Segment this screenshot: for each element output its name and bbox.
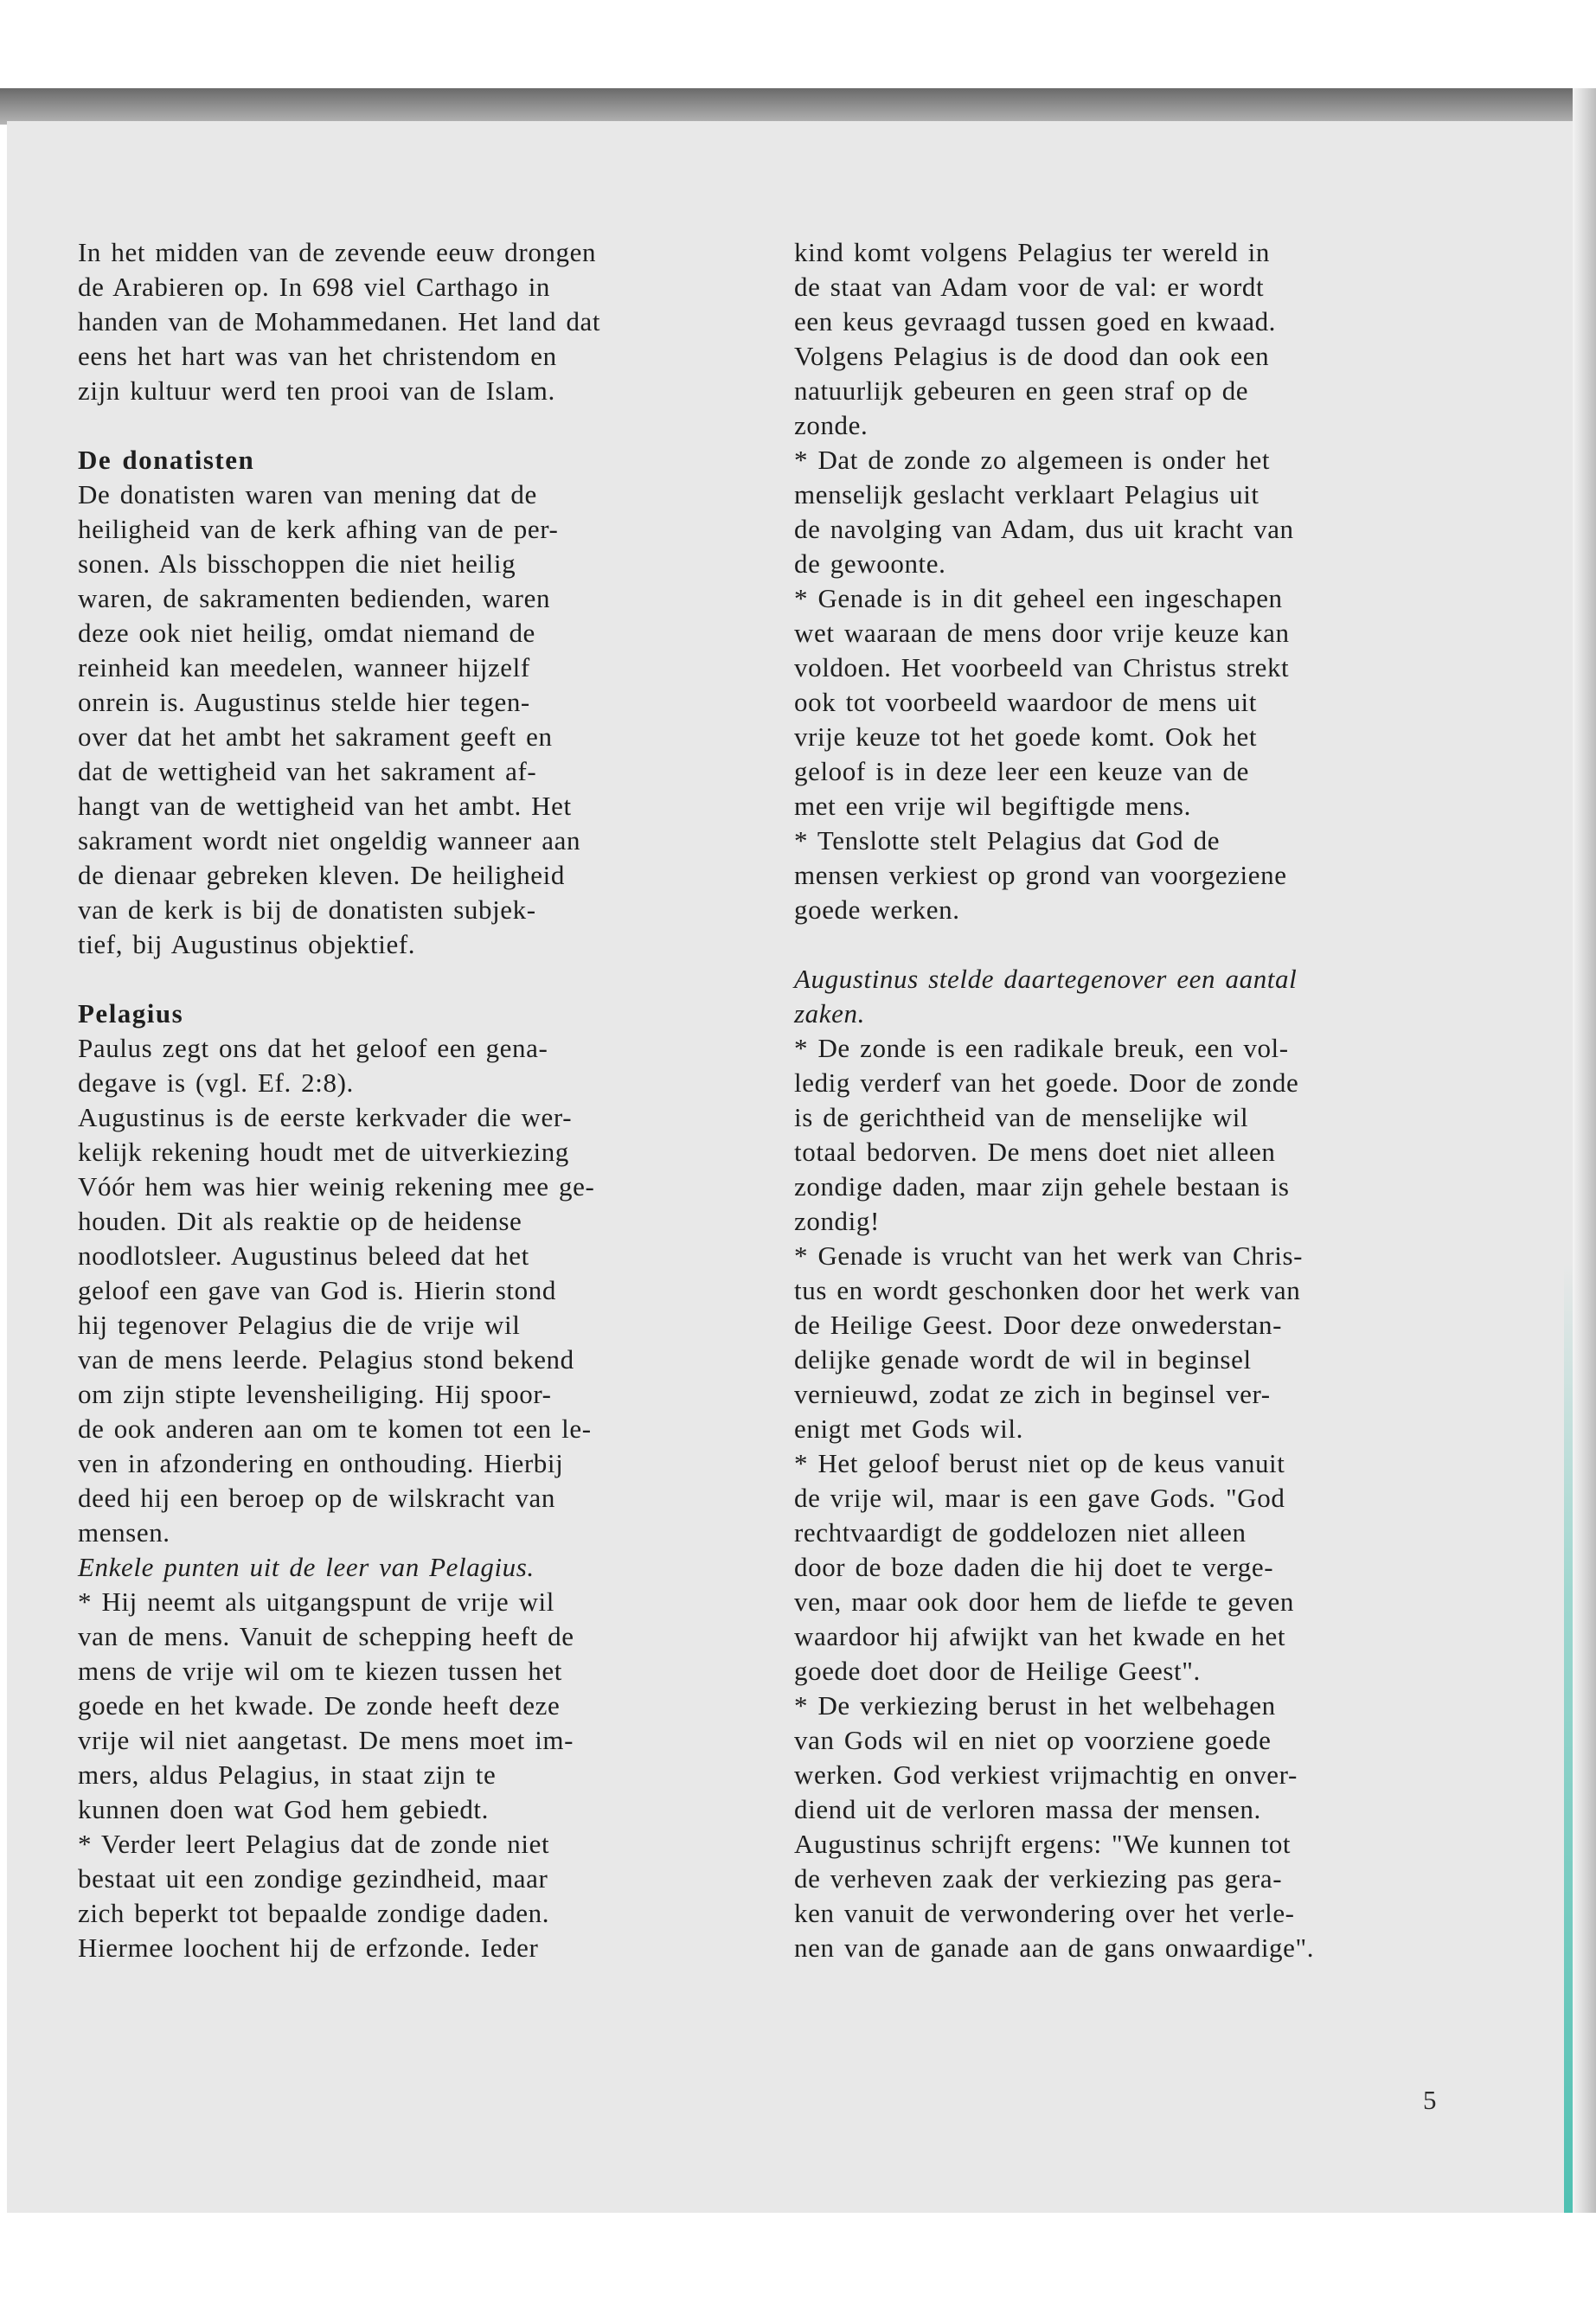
text-line: hij tegenover Pelagius die de vrije wil (78, 1310, 521, 1340)
text-line: goede doet door de Heilige Geest". (794, 1656, 1201, 1686)
heading-punten-pelagius: Enkele punten uit de leer van Pelagius. (78, 1552, 535, 1582)
text-line: zondige daden, maar zijn gehele bestaan is (794, 1171, 1290, 1202)
text-line: van de mens leerde. Pelagius stond bekend (78, 1344, 574, 1375)
right-column (794, 235, 1477, 1965)
text-line: enigt met Gods wil. (794, 1413, 1023, 1444)
text-line: van de kerk is bij de donatisten subjek- (78, 894, 536, 925)
text-line: de gewoonte. (794, 548, 946, 579)
text-line: de navolging van Adam, dus uit kracht van (794, 514, 1294, 544)
text-line: over dat het ambt het sakrament geeft en (78, 721, 553, 752)
heading-augustinus-daartegenover (794, 962, 1477, 1031)
text-line: * Tenslotte stelt Pelagius dat God de (794, 825, 1221, 856)
text-line: om zijn stipte levensheiliging. Hij spoor- (78, 1379, 552, 1409)
text-line: Augustinus stelde daartegenover een aantal (794, 964, 1298, 994)
text-line: * De zonde is een radikale breuk, een vol- (794, 1033, 1289, 1063)
text-line: met een vrije wil begiftigde mens. (794, 791, 1191, 821)
text-line: de Heilige Geest. Door deze onwederstan- (794, 1310, 1283, 1340)
text-line: mensen verkiest op grond van voorgeziene (794, 860, 1287, 890)
intro-paragraph (78, 235, 753, 408)
text-line: ken vanuit de verwondering over het verle- (794, 1898, 1295, 1928)
text-line: nen van de ganade aan de gans onwaardige". (794, 1932, 1315, 1963)
text-line: de Arabieren op. In 698 viel Carthago in (78, 272, 551, 302)
text-line: waren, de sakramenten bedienden, waren (78, 583, 551, 613)
text-line: kelijk rekening houdt met de uitverkiezing (78, 1137, 569, 1167)
text-line: zaken. (794, 998, 865, 1029)
text-line: * De verkiezing berust in het welbehagen (794, 1690, 1276, 1721)
text-line: Paulus zegt ons dat het geloof een gena- (78, 1033, 548, 1063)
page-number: 5 (1423, 2085, 1437, 2115)
text-line: hangt van de wettigheid van het ambt. Het (78, 791, 572, 821)
text-line: natuurlijk gebeuren en geen straf op de (794, 375, 1249, 406)
pelagius-continued-paragraph (794, 235, 1477, 927)
text-line: dat de wettigheid van het sakrament af- (78, 756, 537, 786)
pelagius-paragraph (78, 1031, 753, 1550)
text-line: Augustinus schrijft ergens: "We kunnen tot (794, 1829, 1292, 1859)
text-line: van Gods wil en niet op voorziene goede (794, 1725, 1272, 1755)
heading-pelagius: Pelagius (78, 998, 184, 1029)
scan-right-edge (1573, 88, 1596, 2213)
text-line: sakrament wordt niet ongeldig wanneer aan (78, 825, 581, 856)
text-line: ven, maar ook door hem de liefde te geven (794, 1586, 1294, 1617)
text-line: deze ook niet heilig, omdat niemand de (78, 618, 535, 648)
text-line: de dienaar gebreken kleven. De heiligheid (78, 860, 565, 890)
scan-top-edge (0, 88, 1596, 125)
text-line: zonde. (794, 410, 869, 440)
text-line: degave is (vgl. Ef. 2:8). (78, 1067, 354, 1098)
text-line: geloof een gave van God is. Hierin stond (78, 1275, 556, 1305)
text-line: * Genade is vrucht van het werk van Chris- (794, 1240, 1304, 1271)
text-line: Volgens Pelagius is de dood dan ook een (794, 341, 1270, 371)
text-line: De donatisten waren van mening dat de (78, 479, 537, 510)
donatisten-paragraph (78, 478, 753, 962)
text-line: vernieuwd, zodat ze zich in beginsel ver- (794, 1379, 1271, 1409)
text-line: de ook anderen aan om te komen tot een le- (78, 1413, 592, 1444)
text-line: diend uit de verloren massa der mensen. (794, 1794, 1261, 1824)
text-line: Augustinus is de eerste kerkvader die wer- (78, 1102, 573, 1132)
text-line: bestaat uit een zondige gezindheid, maar (78, 1863, 548, 1894)
text-line: geloof is in deze leer een keuze van de (794, 756, 1249, 786)
text-line: totaal bedorven. De mens doet niet alleen (794, 1137, 1276, 1167)
text-line: rechtvaardigt de goddelozen niet alleen (794, 1517, 1247, 1548)
text-line: voldoen. Het voorbeeld van Christus strekt (794, 652, 1290, 683)
text-line: werken. God verkiest vrijmachtig en onver- (794, 1759, 1298, 1790)
text-line: mens de vrije wil om te kiezen tussen het (78, 1656, 562, 1686)
text-line: In het midden van de zevende eeuw drongen (78, 237, 597, 267)
text-line: eens het hart was van het christendom en (78, 341, 557, 371)
text-line: menselijk geslacht verklaart Pelagius uit (794, 479, 1259, 510)
text-line: is de gerichtheid van de menselijke wil (794, 1102, 1249, 1132)
augustinus-paragraph (794, 1031, 1477, 1965)
text-line: reinheid kan meedelen, wanneer hijzelf (78, 652, 530, 683)
text-line: door de boze daden die hij doet te verge- (794, 1552, 1274, 1582)
text-line: delijke genade wordt de wil in beginsel (794, 1344, 1252, 1375)
text-line: de verheven zaak der verkiezing pas gera- (794, 1863, 1283, 1894)
text-line: wet waaraan de mens door vrije keuze kan (794, 618, 1290, 648)
text-line: tief, bij Augustinus objektief. (78, 929, 416, 959)
text-line: vrije wil niet aangetast. De mens moet im- (78, 1725, 574, 1755)
text-line: heiligheid van de kerk afhing van de per- (78, 514, 559, 544)
text-line: houden. Dit als reaktie op de heidense (78, 1206, 522, 1236)
text-line: van de mens. Vanuit de schepping heeft de (78, 1621, 574, 1651)
text-line: * Het geloof berust niet op de keus vanuit (794, 1448, 1285, 1478)
text-line: mers, aldus Pelagius, in staat zijn te (78, 1759, 497, 1790)
text-line: zijn kultuur werd ten prooi van de Islam. (78, 375, 555, 406)
text-line: noodlotsleer. Augustinus beleed dat het (78, 1240, 529, 1271)
text-line: * Dat de zonde zo algemeen is onder het (794, 445, 1271, 475)
text-line: ook tot voorbeeld waardoor de mens uit (794, 687, 1257, 717)
text-line: tus en wordt geschonken door het werk van (794, 1275, 1301, 1305)
text-line: Hiermee loochent hij de erfzonde. Ieder (78, 1932, 539, 1963)
text-line: goede en het kwade. De zonde heeft deze (78, 1690, 561, 1721)
text-line: sonen. Als bisschoppen die niet heilig (78, 548, 516, 579)
text-line: waardoor hij afwijkt van het kwade en het (794, 1621, 1286, 1651)
text-line: deed hij een beroep op de wilskracht van (78, 1483, 556, 1513)
page-edge-tint (1564, 1263, 1573, 2213)
text-line: mensen. (78, 1517, 170, 1548)
text-line: onrein is. Augustinus stelde hier tegen- (78, 687, 530, 717)
text-line: een keus gevraagd tussen goed en kwaad. (794, 306, 1277, 336)
heading-donatisten: De donatisten (78, 445, 255, 475)
punten-paragraph (78, 1585, 753, 1965)
text-line: * Hij neemt als uitgangspunt de vrije wil (78, 1586, 554, 1617)
text-line: kunnen doen wat God hem gebiedt. (78, 1794, 489, 1824)
text-line: ledig verderf van het goede. Door de zonde (794, 1067, 1299, 1098)
text-line: de vrije wil, maar is een gave Gods. "God (794, 1483, 1285, 1513)
text-line: goede werken. (794, 894, 960, 925)
text-line: zich beperkt tot bepaalde zondige daden. (78, 1898, 550, 1928)
text-line: de staat van Adam voor de val: er wordt (794, 272, 1265, 302)
text-line: vrije keuze tot het goede komt. Ook het (794, 721, 1258, 752)
text-line: Vóór hem was hier weinig rekening mee ge- (78, 1171, 595, 1202)
text-line: * Genade is in dit geheel een ingeschapen (794, 583, 1283, 613)
text-line: handen van de Mohammedanen. Het land dat (78, 306, 601, 336)
text-line: zondig! (794, 1206, 880, 1236)
text-line: kind komt volgens Pelagius ter wereld in (794, 237, 1270, 267)
text-line: ven in afzondering en onthouding. Hierbij (78, 1448, 564, 1478)
left-column (78, 235, 753, 1965)
text-line: * Verder leert Pelagius dat de zonde niet (78, 1829, 550, 1859)
